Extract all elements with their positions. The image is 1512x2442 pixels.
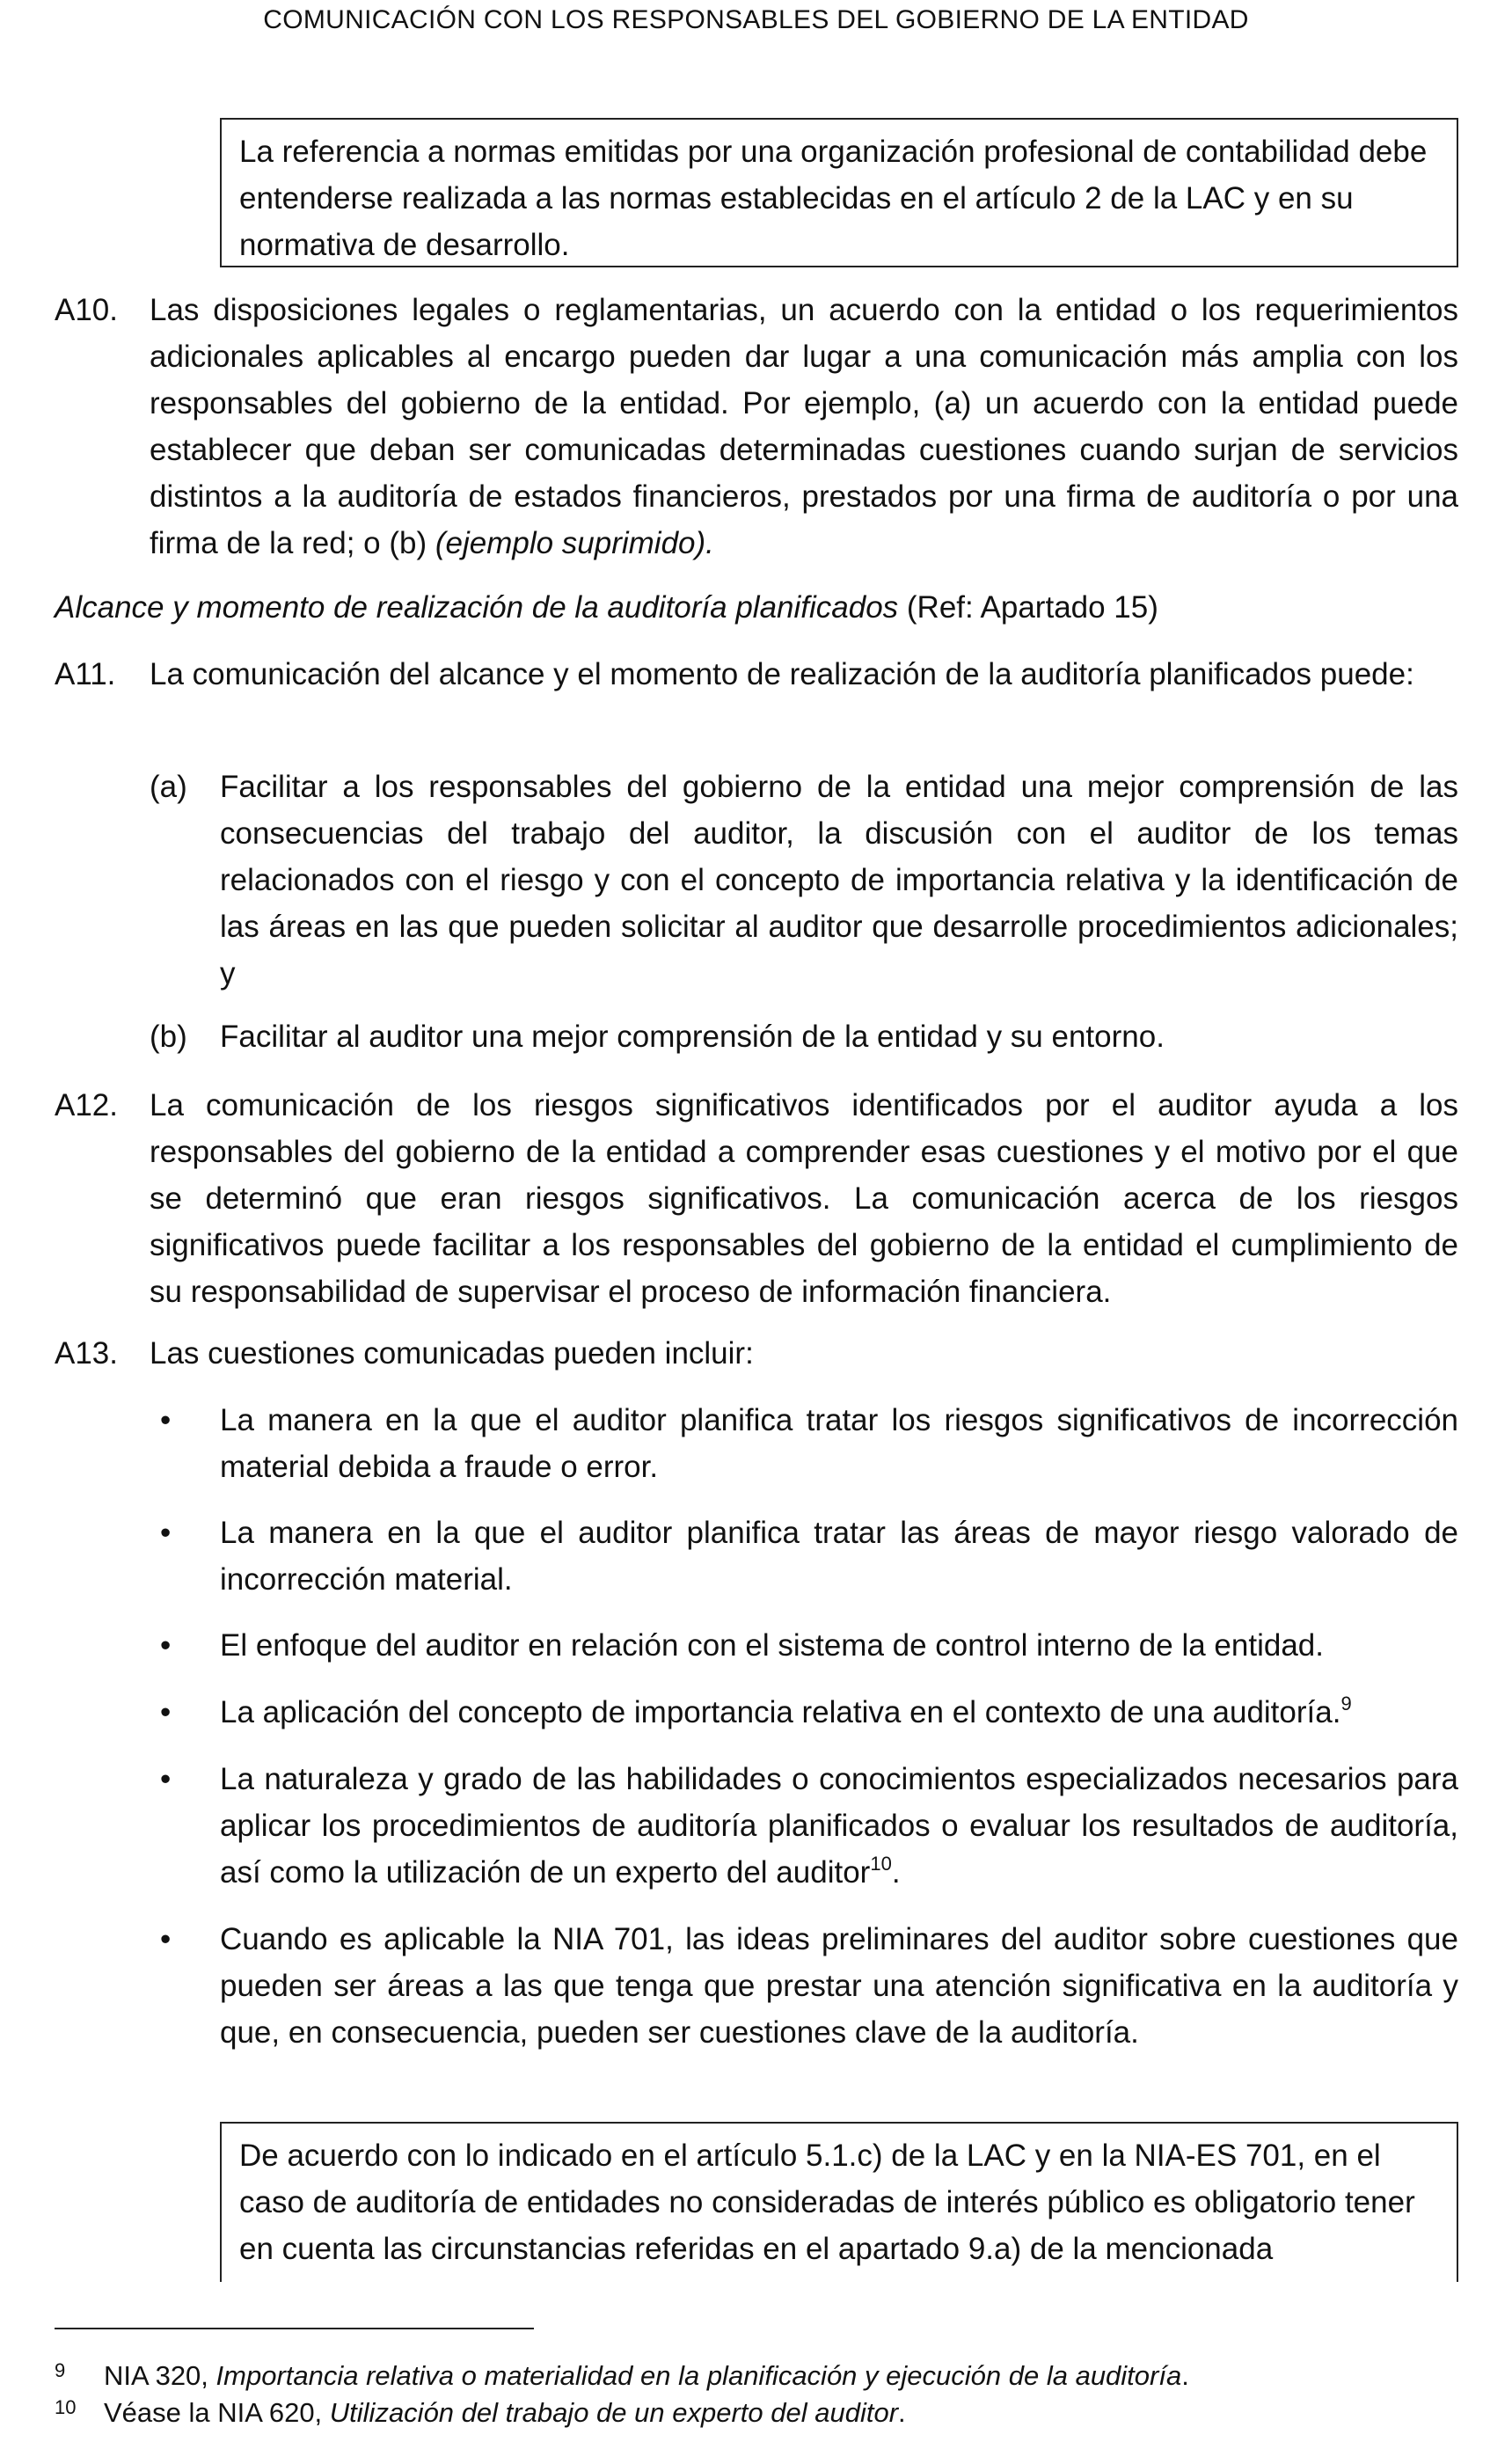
paragraph-text: Las cuestiones comunicadas pueden incluir: — [150, 1336, 754, 1371]
national-note-text: La referencia a normas emitidas por una organización profesional de contabilidad debe entenderse realizada a las normas establecidas en el artículo 2 de la LAC y en su normativa de desarrollo. — [239, 135, 1428, 262]
section-heading-ref: (Ref: Apartado 15) — [898, 590, 1158, 625]
bullet-icon: • — [160, 1628, 172, 1663]
paragraph-text: La comunicación de los riesgos significativos identificados por el auditor ayuda a los responsables del gobierno de la entidad a comprender esas cuestiones y el motivo por el que se determinó que eran riesgos significativos. La comunicación acerca de los riesgos significativos puede facilitar a los responsables del gobierno de la entidad el cumplimiento de su responsabilidad de supervisar el proceso de información financiera. — [150, 1088, 1458, 1309]
bullet-icon: • — [160, 1922, 172, 1956]
bullet-icon: • — [160, 1403, 172, 1437]
list-item — [150, 1013, 1458, 1060]
bullet-icon: • — [160, 1762, 172, 1796]
paragraph-number: A13. — [55, 1336, 118, 1371]
list-item — [150, 764, 1458, 997]
paragraph-text: La comunicación del alcance y el momento de realización de la auditoría planificados puede: — [150, 657, 1414, 691]
bullet-item — [150, 1689, 1458, 1736]
bullet-text: El enfoque del auditor en relación con el sistema de control interno de la entidad. — [220, 1628, 1324, 1663]
bullet-text: La manera en la que el auditor planifica tratar las áreas de mayor riesgo valorado de incorrección material. — [220, 1516, 1458, 1597]
bullet-icon: • — [160, 1695, 172, 1729]
national-note-text: De acuerdo con lo indicado en el artículo 5.1.c) de la LAC y en la NIA-ES 701, en el caso de auditoría de entidades no consideradas de interés público es obligatorio tener en cuenta las circunstancias referidas en el apartado 9.a) de la mencionada — [239, 2139, 1415, 2266]
list-item-text: Facilitar a los responsables del gobierno de la entidad una mejor comprensión de las consecuencias del trabajo del auditor, la discusión con el auditor de los temas relacionados con el riesgo y con el concepto de importancia relativa y la identificación de las áreas en las que pueden solicitar al auditor que desarrolle procedimientos adicionales; y — [220, 770, 1458, 991]
bullet-item — [150, 1622, 1458, 1669]
paragraph-text: Las disposiciones legales o reglamentarias, un acuerdo con la entidad o los requerimientos adicionales aplicables al encargo pueden dar lugar a una comunicación más amplia con los responsables del gobierno de la entidad. Por ejemplo, (a) un acuerdo con la entidad puede establecer que deban ser comunicadas determinadas cuestiones cuando surjan de servicios distintos a la auditoría de estados financieros, prestados por una firma de auditoría o por una firma de la red; o (b) (ejemplo suprimido). — [150, 293, 1458, 560]
section-heading-title: Alcance y momento de realización de la auditoría planificados — [55, 590, 899, 625]
paragraph-a13 — [55, 1330, 1458, 1377]
national-note-box — [220, 118, 1458, 267]
page-header: COMUNICACIÓN CON LOS RESPONSABLES DEL GOBIERNO DE LA ENTIDAD — [263, 5, 1249, 34]
footnote-divider — [55, 2328, 534, 2329]
section-heading — [55, 584, 1458, 631]
bullet-text: La naturaleza y grado de las habilidades o conocimientos especializados necesarios para aplicar los procedimientos de auditoría planificados o evaluar los resultados de auditoría, así como la utilización de un experto del auditor$^{10}$. — [220, 1762, 1458, 1890]
bullet-item — [150, 1397, 1458, 1490]
bullet-icon: • — [160, 1516, 172, 1550]
list-marker: (a) — [150, 770, 187, 804]
list-marker: (b) — [150, 1020, 187, 1054]
footnote — [55, 2394, 1458, 2431]
bullet-item — [150, 1756, 1458, 1896]
bullet-text: Cuando es aplicable la NIA 701, las ideas preliminares del auditor sobre cuestiones que pueden ser áreas a las que tenga que prestar una atención significativa en la auditoría y que, en consecuencia, pueden ser cuestiones clave de la auditoría. — [220, 1922, 1458, 2050]
footnote — [55, 2358, 1458, 2394]
footnote-text: Véase la NIA 620, Utilización del trabajo de un experto del auditor. — [104, 2397, 906, 2428]
footnote-text: NIA 320, Importancia relativa o materialidad en la planificación y ejecución de la auditoría. — [104, 2360, 1189, 2391]
bullet-item — [150, 1510, 1458, 1603]
paragraph-number: A12. — [55, 1088, 118, 1122]
paragraph-number: A10. — [55, 293, 118, 327]
bullet-text: La aplicación del concepto de importancia relativa en el contexto de una auditoría.$^9$ — [220, 1693, 1352, 1729]
bullet-item — [150, 1916, 1458, 2056]
footnote-ref[interactable]: 10 — [870, 1853, 892, 1875]
footnote-number: 10 — [55, 2396, 77, 2418]
paragraph-a10 — [55, 287, 1458, 567]
paragraph-a11 — [55, 651, 1458, 698]
italic-note: (ejemplo suprimido). — [435, 526, 714, 560]
paragraph-number: A11. — [55, 657, 116, 691]
footnote-ref[interactable]: 9 — [1340, 1693, 1352, 1715]
list-item-text: Facilitar al auditor una mejor comprensión de la entidad y su entorno. — [220, 1020, 1165, 1054]
footnote-number: 9 — [55, 2359, 66, 2381]
paragraph-a12 — [55, 1082, 1458, 1315]
bullet-text: La manera en la que el auditor planifica tratar los riesgos significativos de incorrección material debida a fraude o error. — [220, 1403, 1458, 1484]
national-note-box — [220, 2122, 1458, 2282]
